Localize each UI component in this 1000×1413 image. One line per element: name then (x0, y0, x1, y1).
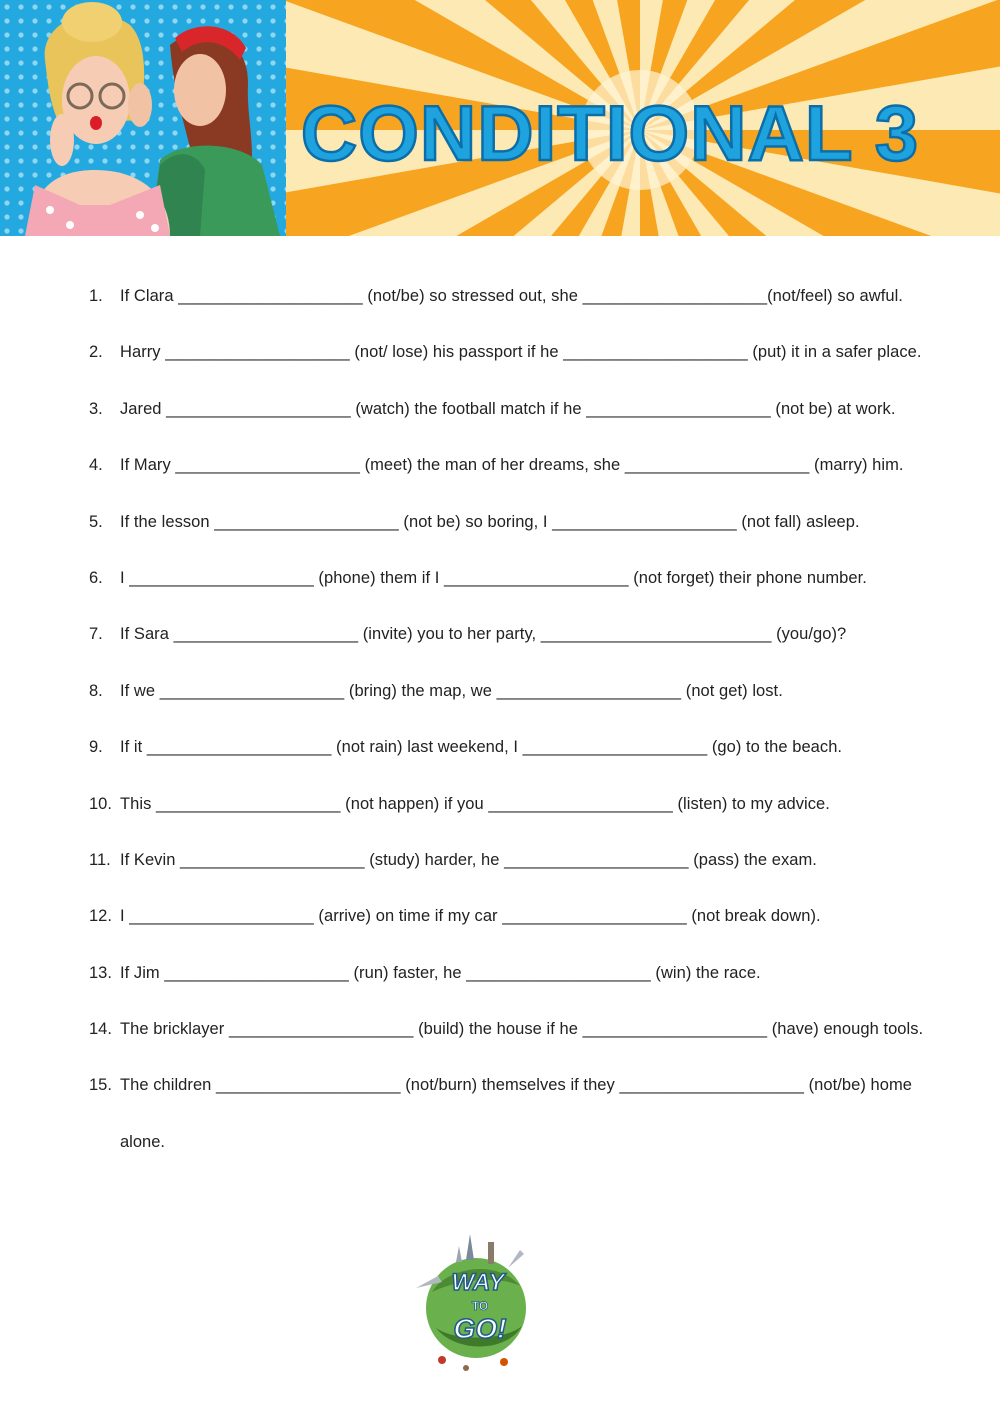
exercise-item (0, 1009, 1000, 1065)
exercise-text: If we ____________________ (bring) the map, we ____________________ (not get) lost. (120, 681, 783, 700)
exercise-number: 9. (89, 738, 103, 757)
exercise-item (0, 614, 1000, 670)
exercise-number: 12. (89, 907, 112, 926)
exercise-number: 6. (89, 568, 103, 587)
exercise-number: 15. (89, 1076, 112, 1095)
exercise-item (0, 953, 1000, 1009)
exercise-number: 4. (89, 456, 103, 475)
exercise-number: 11. (89, 850, 111, 869)
exercise-text: The bricklayer ____________________ (build) the house if he ____________________ (have) enough tools. (120, 1020, 924, 1039)
exercise-text: If Jim ____________________ (run) faster, he ____________________ (win) the race. (120, 963, 761, 982)
exercise-text: Harry ____________________ (not/ lose) his passport if he ____________________ (put) it in a safer place. (120, 343, 922, 362)
exercise-item (0, 558, 1000, 614)
exercise-text: This ____________________ (not happen) if you ____________________ (listen) to my advice. (120, 794, 830, 813)
exercise-text: If Mary ____________________ (meet) the man of her dreams, she ____________________ (marry) him. (120, 456, 904, 475)
header-banner (0, 0, 1000, 236)
logo-word-way: WAY (451, 1269, 505, 1296)
exercise-item (0, 671, 1000, 727)
exercise-text: If Clara ____________________ (not/be) so stressed out, she ____________________(not/feel) so awful. (120, 287, 903, 305)
exercise-text: I ____________________ (arrive) on time if my car ____________________ (not break down). (120, 907, 821, 926)
exercise-text: If it ____________________ (not rain) last weekend, I ____________________ (go) to the beach. (120, 738, 843, 757)
exercise-number: 2. (89, 343, 103, 362)
exercise-item (0, 445, 1000, 501)
exercise-text: The children ____________________ (not/burn) themselves if they ____________________ (not/be) home (120, 1076, 912, 1095)
exercise-item (0, 389, 1000, 445)
exercise-item (0, 1065, 1000, 1178)
logo-word-to: TO (471, 1299, 489, 1313)
exercise-item (0, 840, 1000, 896)
page-title: CONDITIONAL 3 (300, 89, 920, 177)
exercise-text: If Sara ____________________ (invite) you to her party, _________________________ (you/go)? (120, 625, 847, 644)
exercise-item (0, 784, 1000, 840)
exercise-number: 13. (89, 963, 112, 982)
exercise-text: I ____________________ (phone) them if I ____________________ (not forget) their phone number. (120, 568, 867, 587)
exercise-text: If Kevin ____________________ (study) harder, he ____________________ (pass) the exam. (120, 850, 817, 869)
exercise-number: 14. (89, 1020, 112, 1039)
exercise-item (0, 727, 1000, 783)
exercise-number: 8. (89, 681, 103, 700)
exercise-text-continuation: alone. (120, 1132, 165, 1151)
exercise-number: 5. (89, 512, 103, 531)
exercise-number: 10. (89, 794, 112, 813)
exercise-text: If the lesson ____________________ (not be) so boring, I ____________________ (not fall) asleep. (120, 512, 860, 531)
exercise-item (0, 332, 1000, 388)
exercise-item (0, 502, 1000, 558)
logo-word-go: GO! (453, 1313, 507, 1344)
exercise-list (0, 276, 1000, 1178)
exercise-number: 3. (89, 399, 103, 418)
exercise-item (0, 896, 1000, 952)
way-to-go-logo (396, 1228, 552, 1378)
exercise-item (0, 276, 1000, 332)
exercise-number: 7. (89, 625, 103, 644)
exercise-number: 1. (89, 287, 103, 305)
exercise-text: Jared ____________________ (watch) the football match if he ____________________ (not be) at work. (120, 399, 896, 418)
